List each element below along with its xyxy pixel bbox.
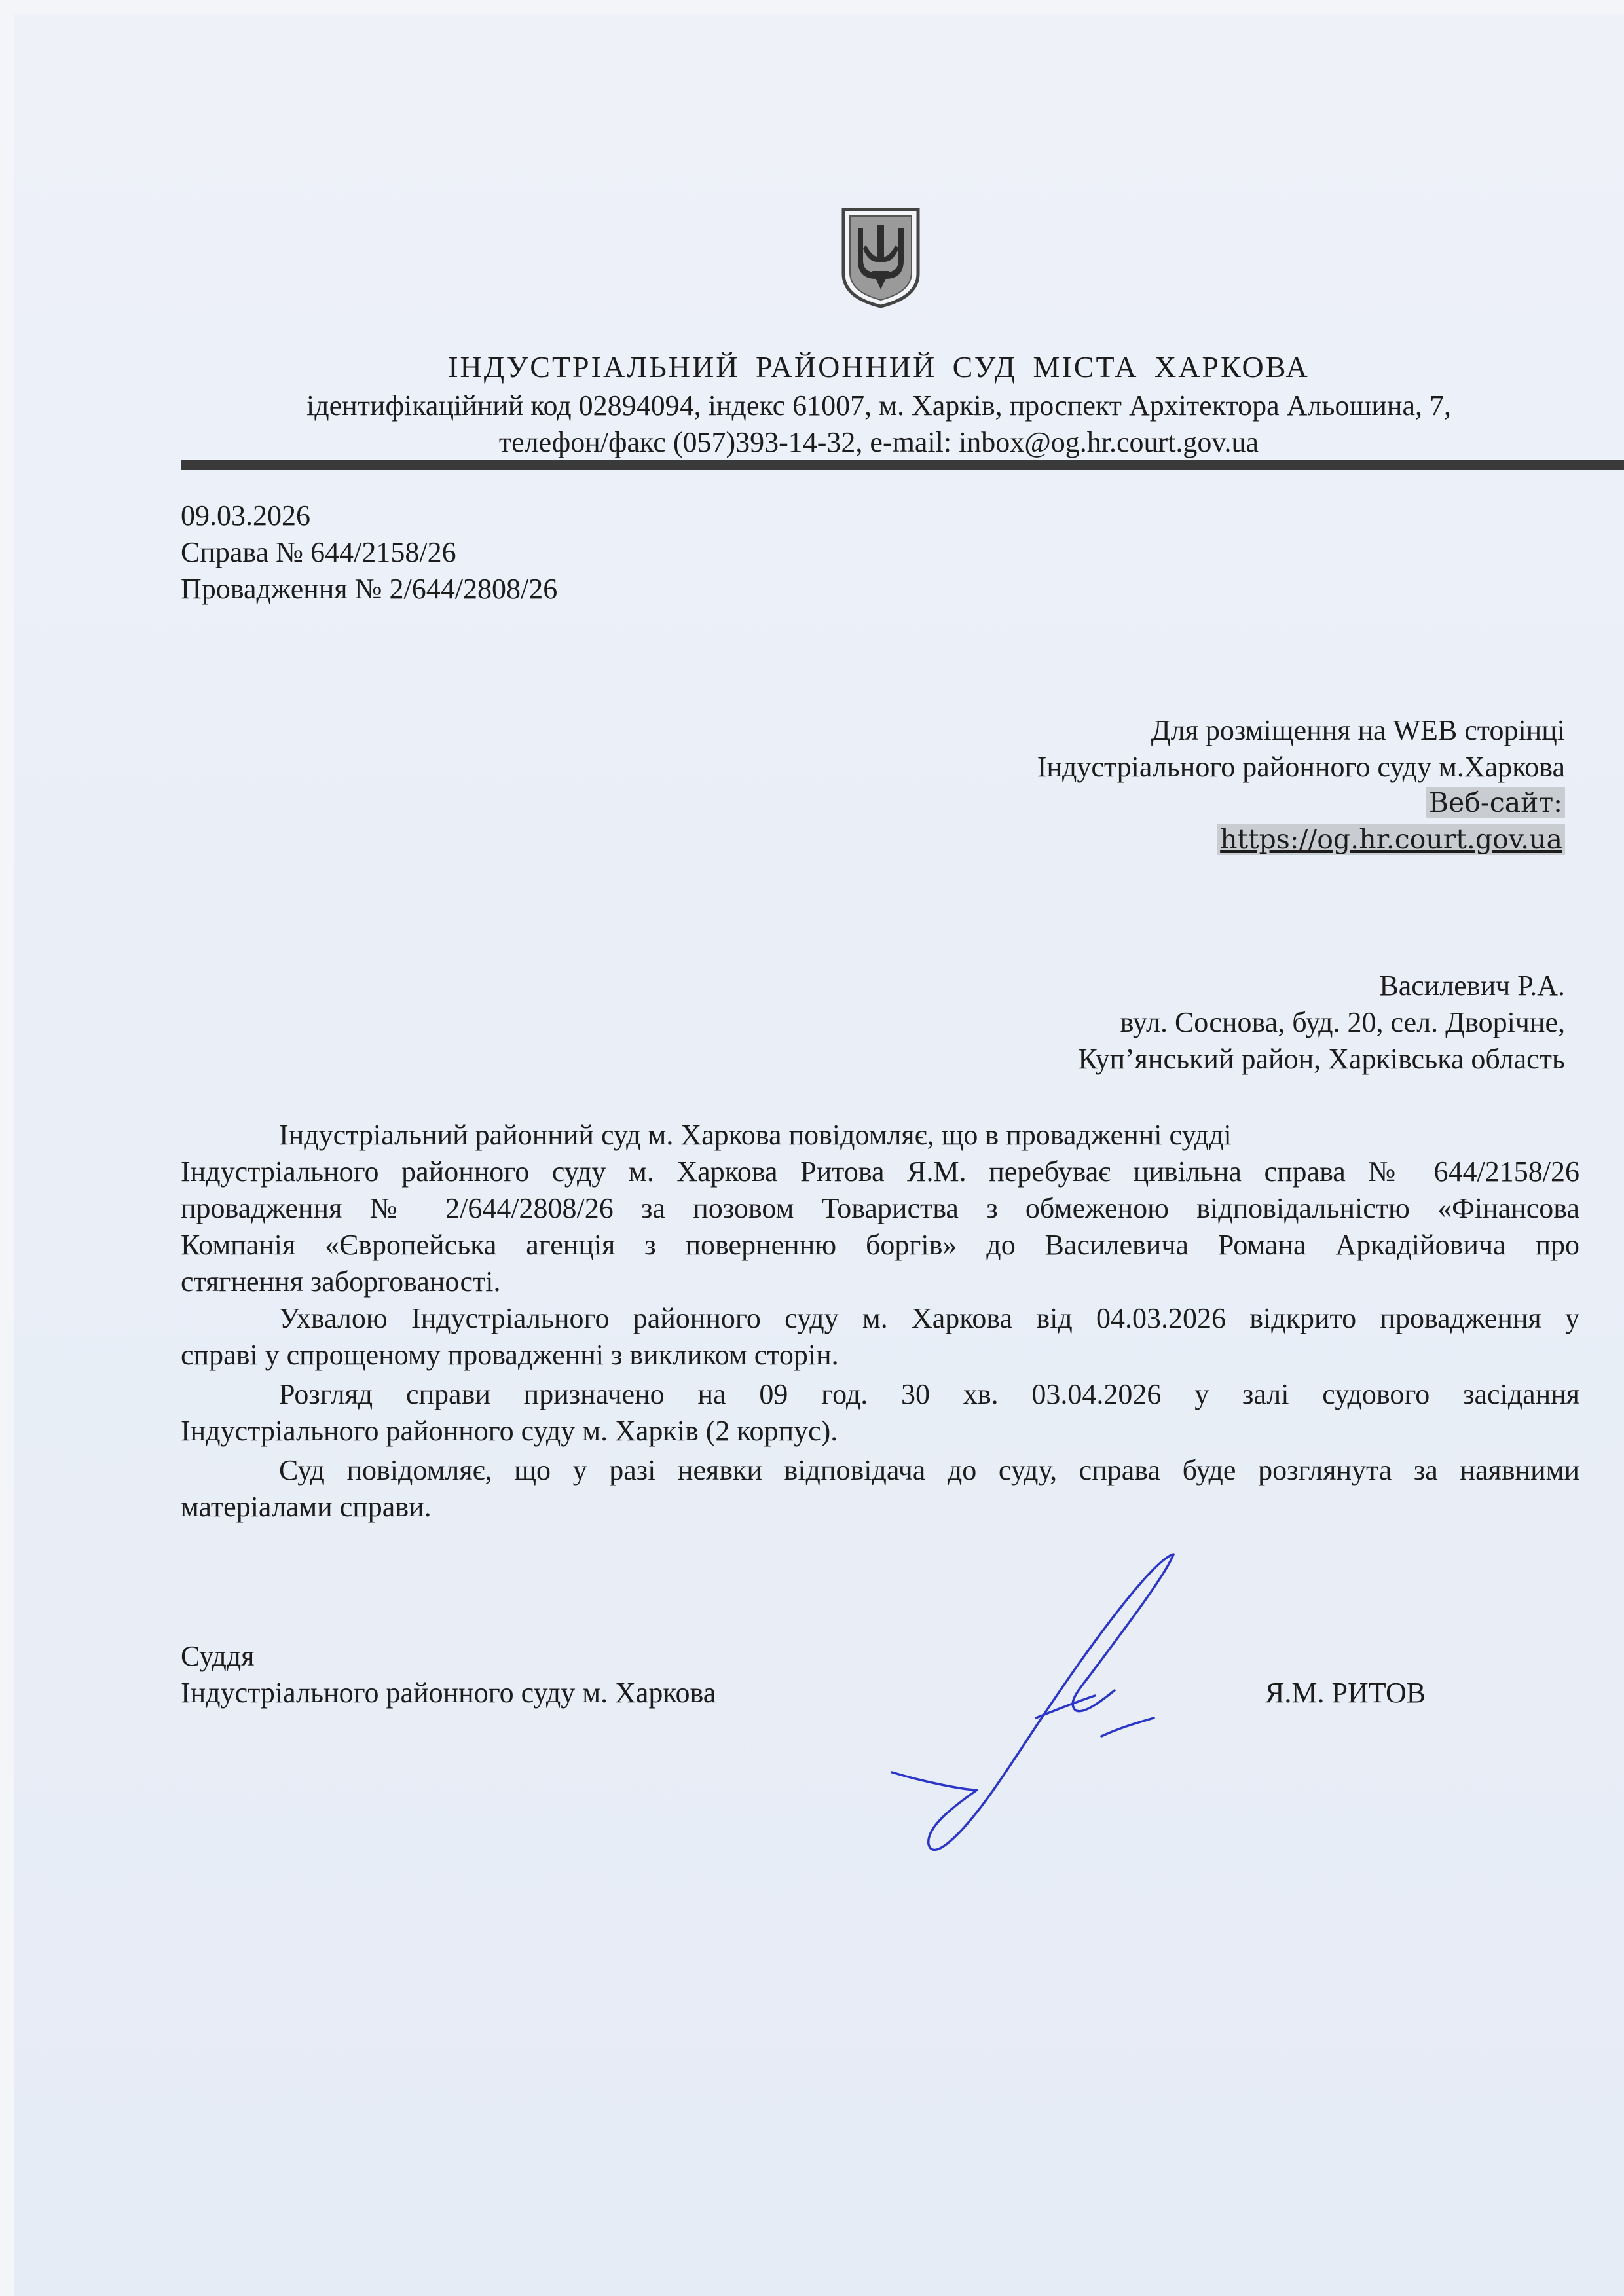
body-p2-line-1: Ухвалою Індустріального районного суду м. Харкова від 04.03.2026 відкрито провадження у bbox=[279, 1302, 1579, 1334]
web-notice-line-2: Індустріального районного суду м.Харкова bbox=[1037, 751, 1565, 783]
body-p4-line-1: Суд повідомляє, що у разі неявки відповідача до суду, справа буде розглянута за наявними bbox=[279, 1454, 1579, 1486]
website-label: Веб-сайт: bbox=[1426, 787, 1565, 818]
court-name: ІНДУСТРІАЛЬНИЙ РАЙОННИЙ СУД МІСТА ХАРКОВА bbox=[448, 350, 1310, 384]
court-details-line-2: телефон/факс (057)393-14-32, e-mail: inbox@og.hr.court.gov.ua bbox=[498, 426, 1259, 458]
body-p3-line-1: Розгляд справи призначено на 09 год. 30 хв. 03.04.2026 у залі судового засідання bbox=[279, 1378, 1579, 1410]
document-date: 09.03.2026 bbox=[181, 500, 310, 532]
body-p2-line-2: справі у спрощеному провадженні з викликом сторін. bbox=[181, 1339, 839, 1371]
signature-title: Суддя bbox=[181, 1640, 255, 1672]
body-p1-line-5: стягнення заборгованості. bbox=[181, 1266, 501, 1298]
addressee-name: Василевич Р.А. bbox=[1379, 970, 1565, 1002]
body-p4-line-2: матеріалами справи. bbox=[181, 1491, 432, 1523]
addressee-region: Куп’янський район, Харківська область bbox=[1078, 1043, 1565, 1075]
signature-court: Індустріального районного суду м. Харкова bbox=[181, 1677, 716, 1709]
trident-emblem-icon bbox=[838, 206, 923, 309]
web-notice-line-1: Для розміщення на WEB сторінці bbox=[1151, 714, 1565, 746]
body-p1-line-2: Індустріального районного суду м. Харкова Ритова Я.М. перебуває цивільна справа № 644/2158/26 bbox=[181, 1156, 1579, 1188]
website-link[interactable]: https://og.hr.court.gov.ua bbox=[1217, 824, 1565, 855]
handwritten-signature bbox=[879, 1546, 1180, 1861]
addressee-street: вул. Соснова, буд. 20, сел. Дворічне, bbox=[1120, 1006, 1565, 1038]
proceeding-number: Провадження № 2/644/2808/26 bbox=[181, 573, 558, 605]
court-details-line-1: ідентифікаційний код 02894094, індекс 61007, м. Харків, проспект Архітектора Альошина, 7, bbox=[306, 390, 1451, 422]
document-page bbox=[14, 14, 1624, 2296]
case-number: Справа № 644/2158/26 bbox=[181, 536, 456, 568]
body-p1-line-1: Індустріальний районний суд м. Харкова повідомляє, що в провадженні судді bbox=[279, 1119, 1232, 1151]
body-p1-line-4: Компанія «Європейська агенція з поверненню боргів» до Василевича Романа Аркадійовича про bbox=[181, 1229, 1579, 1261]
judge-name: Я.М. РИТОВ bbox=[1265, 1677, 1426, 1709]
body-p1-line-3: провадження № 2/644/2808/26 за позовом Товариства з обмеженою відповідальністю «Фінансова bbox=[181, 1192, 1579, 1224]
header-divider bbox=[181, 460, 1624, 470]
body-p3-line-2: Індустріального районного суду м. Харків (2 корпус). bbox=[181, 1415, 838, 1447]
